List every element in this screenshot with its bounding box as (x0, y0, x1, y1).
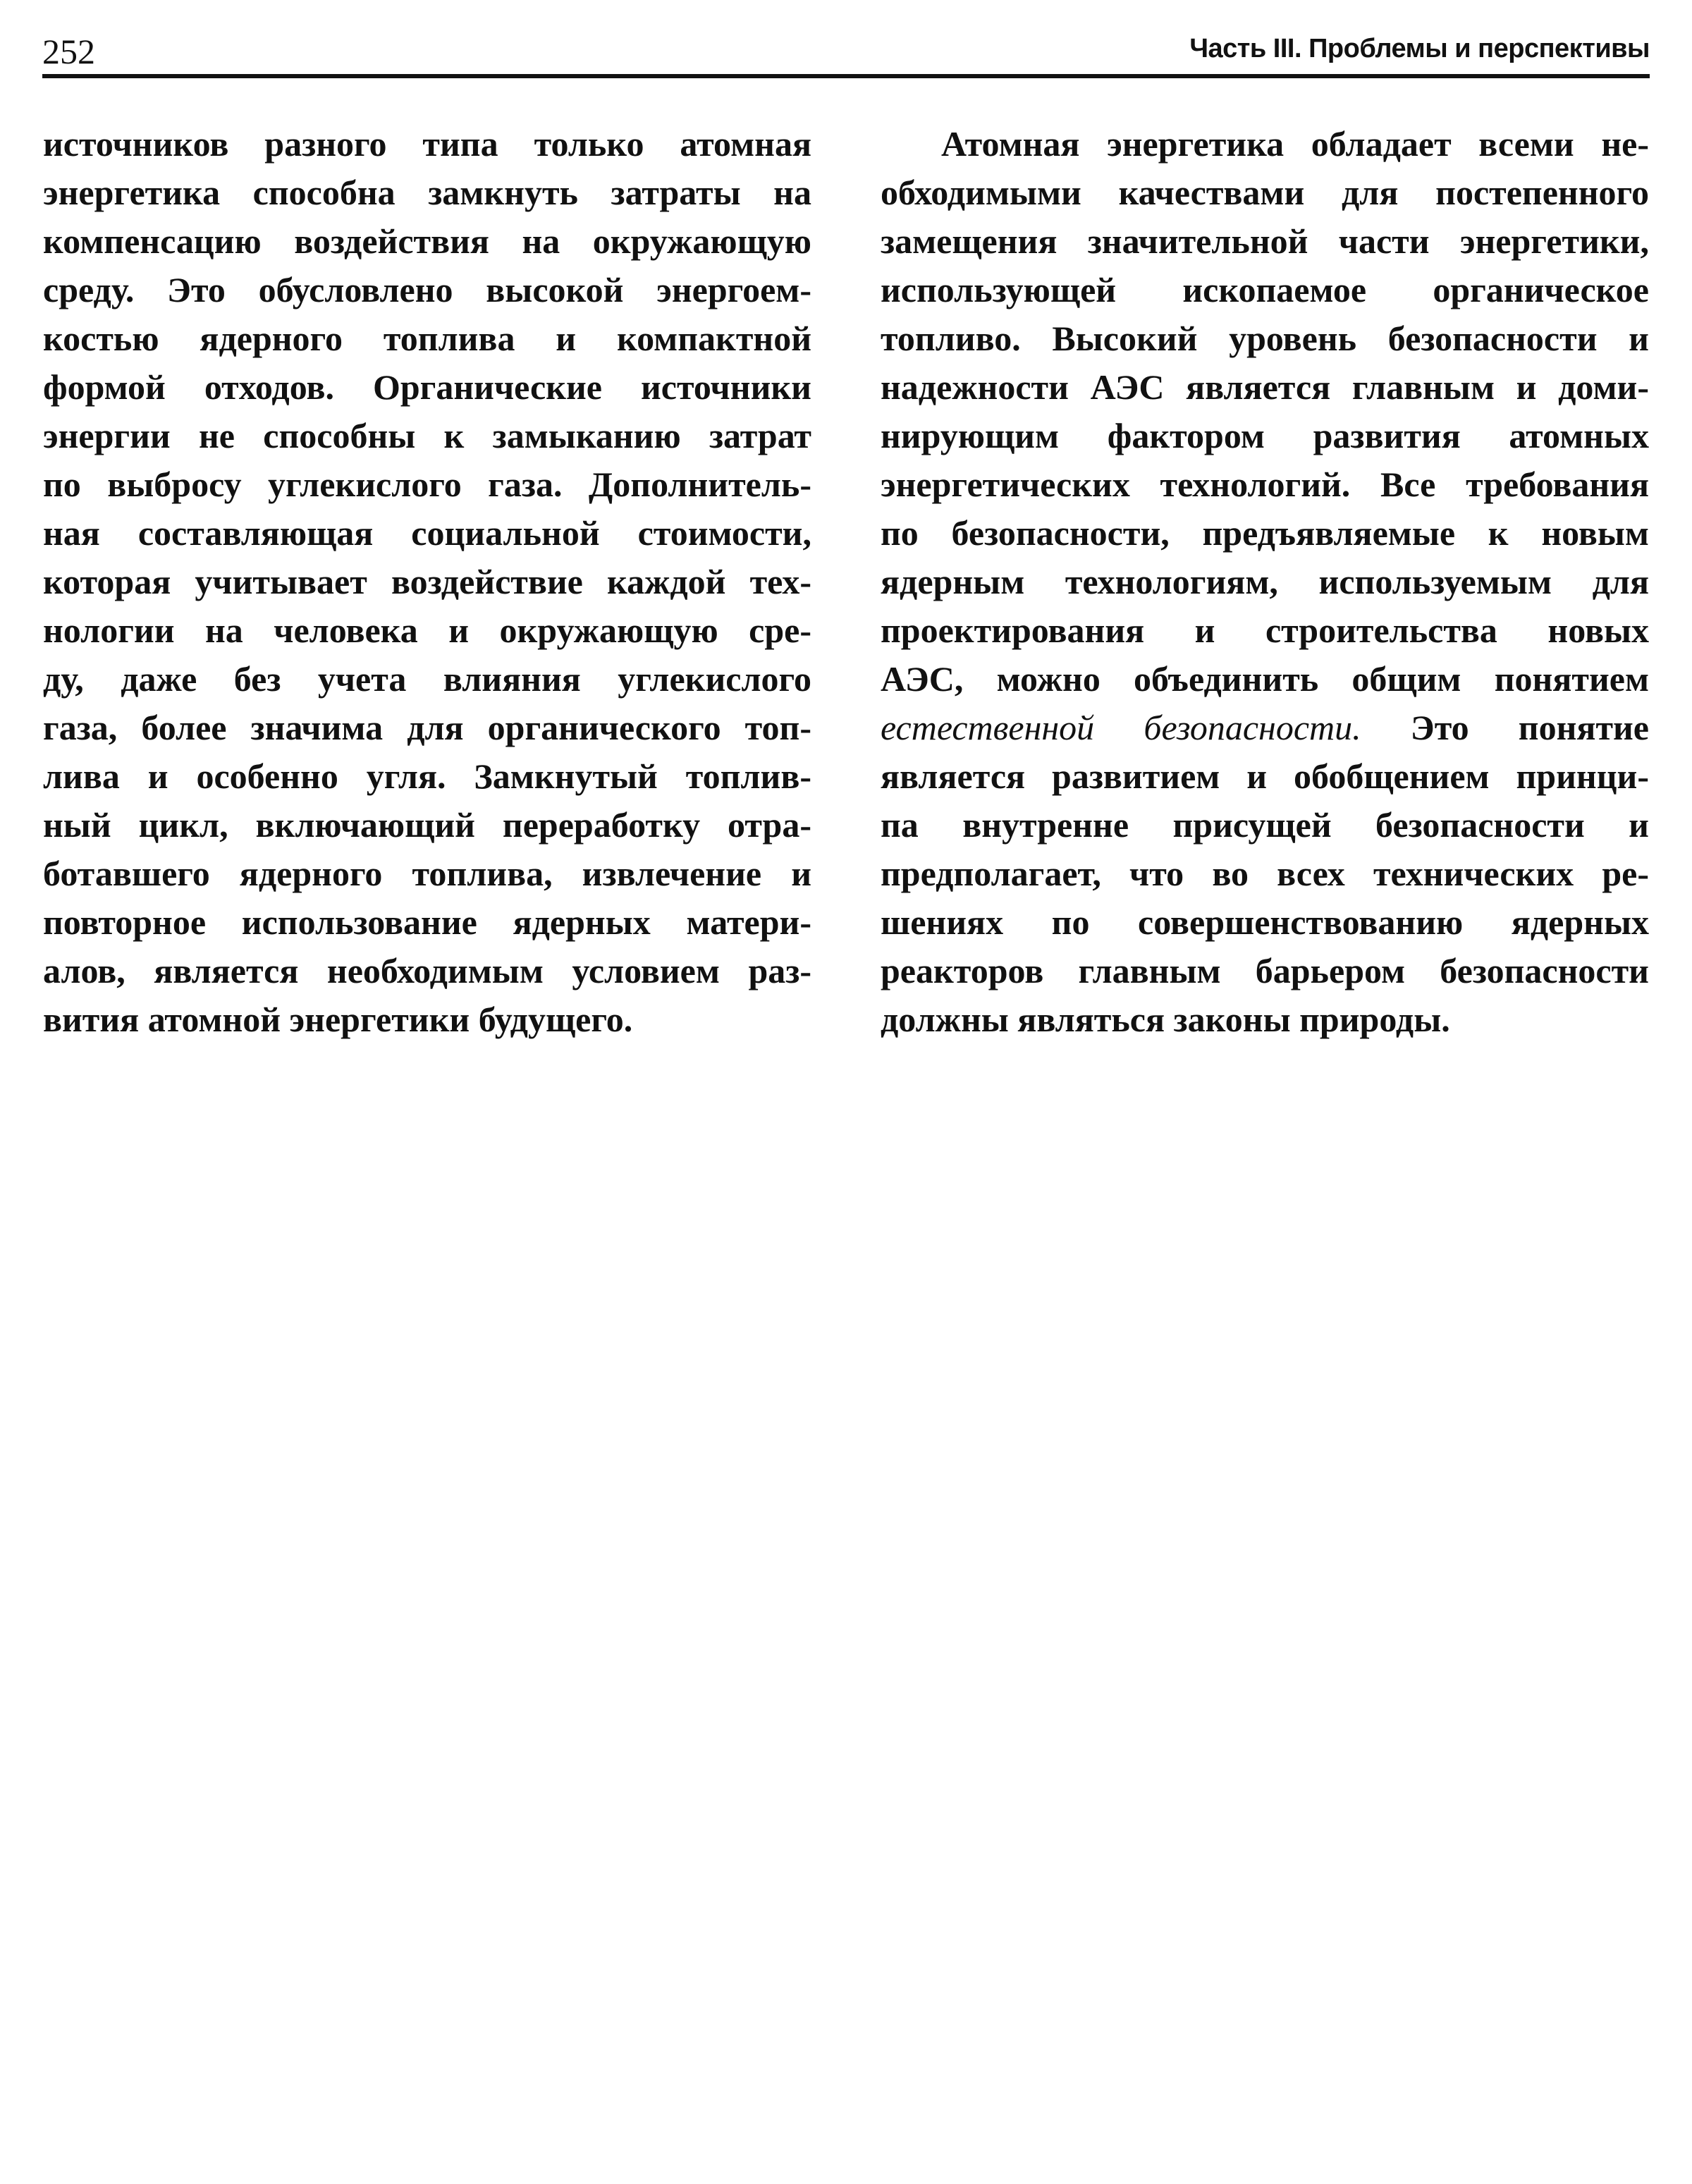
text-line: формой отходов. Органические источники (43, 367, 811, 407)
text-line: Атомная энергетика обладает всеми не- (941, 124, 1649, 164)
text-line: обходимыми качествами для постепенного (881, 173, 1649, 212)
text-line: лива и особенно угля. Замкнутый топлив- (43, 756, 811, 796)
text-fragment: Это понятие (1361, 708, 1650, 747)
text-line: костью ядерного топлива и компактной (43, 319, 811, 358)
header-rule (42, 74, 1650, 78)
text-line: среду. Это обусловлено высокой энергоем- (43, 270, 811, 309)
running-head: Часть III. Проблемы и перспективы (1189, 34, 1650, 63)
text-line: предполагает, что во всех технических ре- (881, 854, 1649, 893)
text-line: ный цикл, включающий переработку отра- (43, 805, 811, 845)
text-line: является развитием и обобщением принци- (881, 756, 1649, 796)
italic-term: естественной безопасности. (881, 708, 1361, 747)
text-line: ная составляющая социальной стоимости, (43, 513, 811, 553)
text-line: должны являться законы природы. (881, 1000, 1450, 1039)
text-line: топливо. Высокий уровень безопасности и (881, 319, 1649, 358)
text-line (881, 704, 1649, 752)
text-line: шениях по совершенствованию ядерных (881, 902, 1649, 942)
text-line: АЭС, можно объединить общим понятием (881, 659, 1649, 699)
text-line: надежности АЭС является главным и доми- (881, 367, 1649, 407)
text-line: по выбросу углекислого газа. Дополнитель- (43, 465, 811, 504)
text-line: по безопасности, предъявляемые к новым (881, 513, 1649, 553)
text-line: энергетических технологий. Все требования (881, 465, 1649, 504)
right-column (881, 120, 1649, 1044)
text-line: вития атомной энергетики будущего. (43, 1000, 633, 1039)
text-line: реакторов главным барьером безопасности (881, 951, 1649, 990)
text-line: энергетика способна замкнуть затраты на (43, 173, 811, 212)
text-line: ботавшего ядерного топлива, извлечение и (43, 854, 811, 893)
text-line: нологии на человека и окружающую сре- (43, 611, 811, 650)
text-line: которая учитывает воздействие каждой тех- (43, 562, 811, 601)
text-line: использующей ископаемое органическое (881, 270, 1649, 309)
text-line: энергии не способны к замыканию затрат (43, 416, 811, 455)
page-number: 252 (42, 32, 95, 71)
text-line: компенсацию воздействия на окружающую (43, 221, 811, 261)
text-line: повторное использование ядерных матери- (43, 902, 811, 942)
text-line: проектирования и строительства новых (881, 611, 1649, 650)
text-line: ду, даже без учета влияния углекислого (43, 659, 811, 699)
text-line: источников разного типа только атомная (43, 124, 811, 164)
text-line: ядерным технологиям, используемым для (881, 562, 1649, 601)
text-line: замещения значительной части энергетики, (881, 221, 1649, 261)
text-line: газа, более значима для органического топ- (43, 708, 811, 747)
left-column (43, 120, 811, 1044)
text-line: алов, является необходимым условием раз- (43, 951, 811, 990)
text-line: па внутренне присущей безопасности и (881, 805, 1649, 845)
text-line: нирующим фактором развития атомных (881, 416, 1649, 455)
